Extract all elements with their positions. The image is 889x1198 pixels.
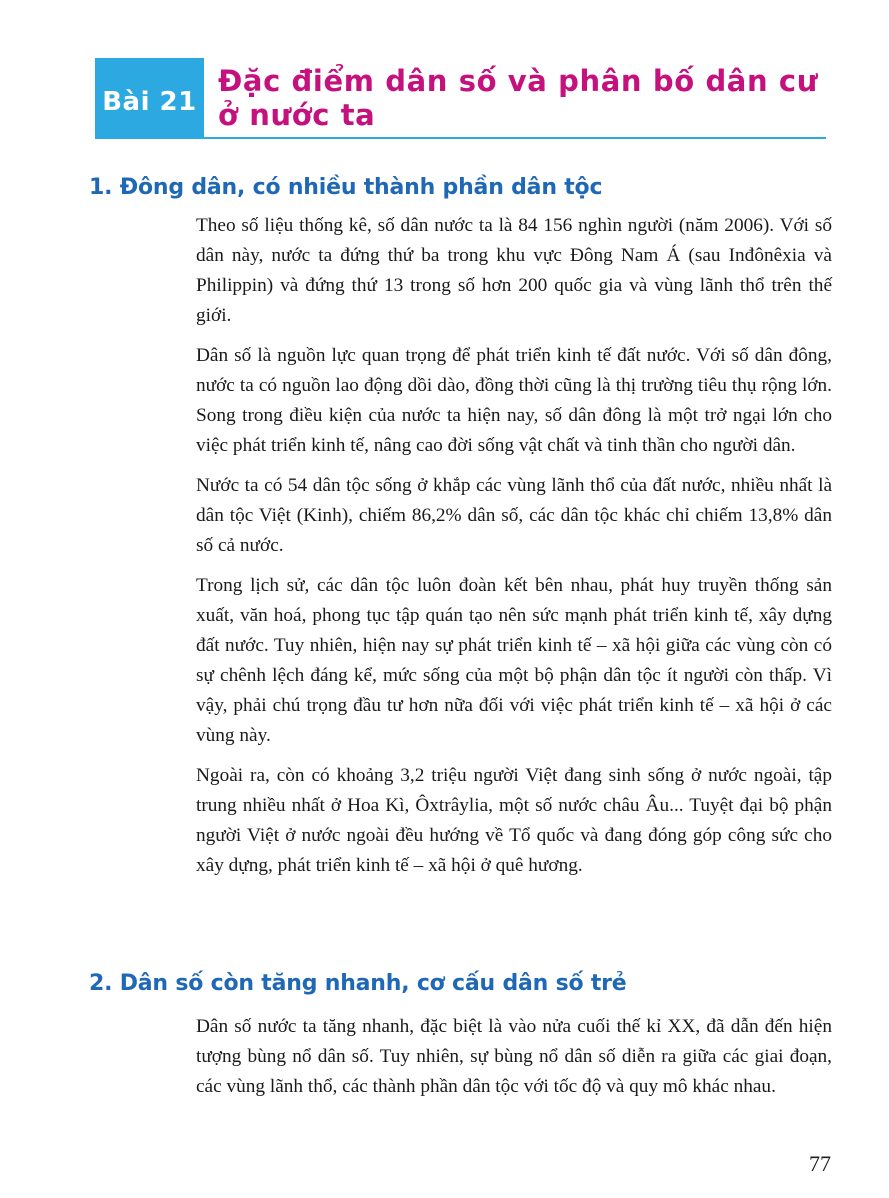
section-heading-1: 1. Đông dân, có nhiều thành phần dân tộc (89, 175, 603, 200)
lesson-title: Đặc điểm dân số và phân bố dân cư ở nước ta (218, 64, 818, 132)
section-heading-2: 2. Dân số còn tăng nhanh, cơ cấu dân số trẻ (89, 971, 627, 996)
page-number: 77 (809, 1151, 831, 1176)
paragraph: Dân số nước ta tăng nhanh, đặc biệt là vào nửa cuối thế kỉ XX, đã dẫn đến hiện tượng bùng nổ dân số. Tuy nhiên, sự bùng nổ dân số diễn ra giữa các giai đoạn, các vùng lãnh thổ, các thành phần dân tộc với tốc độ và quy mô khác nhau. (196, 1016, 832, 1097)
lesson-badge: Bài 21 (95, 58, 204, 139)
paragraph: Dân số là nguồn lực quan trọng để phát triển kinh tế đất nước. Với số dân đông, nước ta có nguồn lao động dồi dào, đồng thời cũng là thị trường tiêu thụ rộng lớn. Song trong điều kiện của nước ta hiện nay, số dân đông là một trở ngại lớn cho việc phát triển kinh tế, nâng cao đời sống vật chất và tinh thần cho người dân. (196, 345, 832, 456)
paragraph: Nước ta có 54 dân tộc sống ở khắp các vùng lãnh thổ của đất nước, nhiều nhất là dân tộc Việt (Kinh), chiếm 86,2% dân số, các dân tộc khác chỉ chiếm 13,8% dân số cả nước. (196, 475, 832, 556)
title-underline (204, 137, 826, 139)
section-body-2 (196, 1012, 832, 1112)
paragraph: Trong lịch sử, các dân tộc luôn đoàn kết bên nhau, phát huy truyền thống sản xuất, văn hoá, phong tục tập quán tạo nên sức mạnh phát triển kinh tế, xây dựng đất nước. Tuy nhiên, hiện nay sự phát triển kinh tế – xã hội giữa các vùng còn có sự chênh lệch đáng kể, mức sống của một bộ phận dân tộc ít người còn thấp. Vì vậy, phải chú trọng đầu tư hơn nữa đối với việc phát triển kinh tế – xã hội ở các vùng này. (196, 575, 832, 746)
section-body-1 (196, 211, 832, 891)
paragraph: Theo số liệu thống kê, số dân nước ta là 84 156 nghìn người (năm 2006). Với số dân này, nước ta đứng thứ ba trong khu vực Đông Nam Á (sau Inđônêxia và Philippin) và đứng thứ 13 trong số hơn 200 quốc gia và vùng lãnh thổ trên thế giới. (196, 215, 832, 326)
paragraph: Ngoài ra, còn có khoảng 3,2 triệu người Việt đang sinh sống ở nước ngoài, tập trung nhiều nhất ở Hoa Kì, Ôxtrâylia, một số nước châu Âu... Tuyệt đại bộ phận người Việt ở nước ngoài đều hướng về Tổ quốc và đang đóng góp công sức cho xây dựng, phát triển kinh tế – xã hội ở quê hương. (196, 765, 832, 876)
